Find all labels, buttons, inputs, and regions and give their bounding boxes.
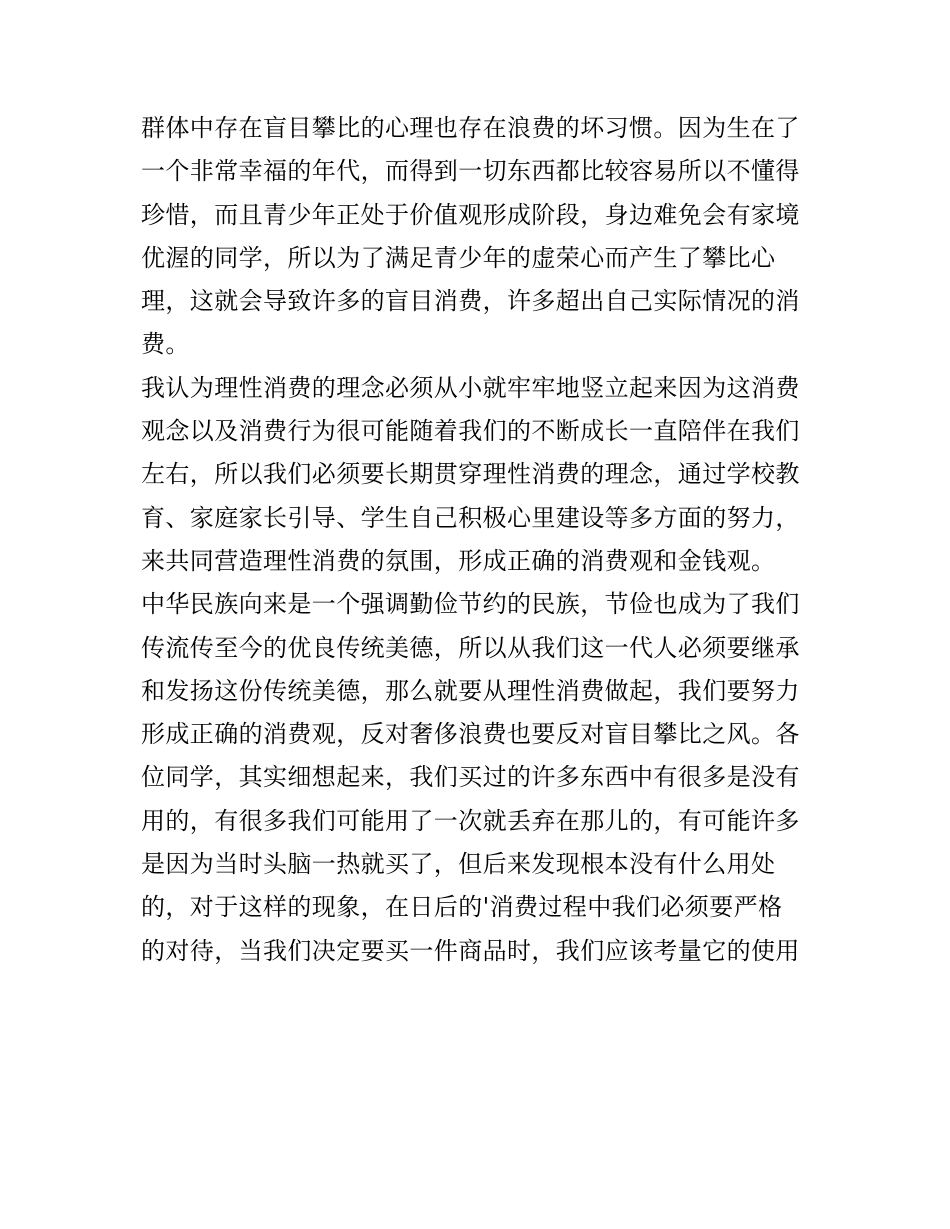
text-line: 用的，有很多我们可能用了一次就丢弃在那儿的，有可能许多 — [141, 806, 800, 835]
text-line: 来共同营造理性消费的氛围，形成正确的消费观和金钱观。 — [141, 546, 776, 575]
text-line: 中华民族向来是一个强调勤俭节约的民族，节俭也成为了我们 — [141, 590, 800, 619]
text-line: 位同学，其实细想起来，我们买过的许多东西中有很多是没有 — [141, 763, 800, 792]
text-line: 是因为当时头脑一热就买了，但后来发现根本没有什么用处 — [141, 850, 776, 879]
text-line: 理，这就会导致许多的盲目消费，许多超出自己实际情况的消 — [141, 287, 800, 316]
text-line: 我认为理性消费的理念必须从小就牢牢地竖立起来因为这消费 — [141, 373, 800, 402]
text-line: 的对待，当我们决定要买一件商品时，我们应该考量它的使用 — [141, 936, 800, 965]
text-line: 的，对于这样的现象，在日后的'消费过程中我们必须要严格 — [141, 893, 783, 922]
text-line: 群体中存在盲目攀比的心理也存在浪费的坏习惯。因为生在了 — [141, 114, 800, 142]
text-line: 左右，所以我们必须要长期贯穿理性消费的理念，通过学校教 — [141, 460, 800, 489]
text-line: 珍惜，而且青少年正处于价值观形成阶段，身边难免会有家境 — [141, 200, 800, 229]
text-line: 一个非常幸福的年代，而得到一切东西都比较容易所以不懂得 — [141, 157, 800, 186]
text-line: 费。 — [141, 330, 190, 359]
text-line: 形成正确的消费观，反对奢侈浪费也要反对盲目攀比之风。各 — [141, 720, 800, 749]
text-line: 传流传至今的优良传统美德，所以从我们这一代人必须要继承 — [141, 633, 800, 662]
text-line: 和发扬这份传统美德，那么就要从理性消费做起，我们要努力 — [141, 676, 800, 705]
text-line: 观念以及消费行为很可能随着我们的不断成长一直陪伴在我们 — [141, 417, 800, 446]
document-body — [141, 107, 821, 973]
text-line: 优渥的同学，所以为了满足青少年的虚荣心而产生了攀比心 — [141, 243, 776, 272]
text-line: 育、家庭家长引导、学生自己积极心里建设等多方面的努力， — [141, 503, 800, 532]
